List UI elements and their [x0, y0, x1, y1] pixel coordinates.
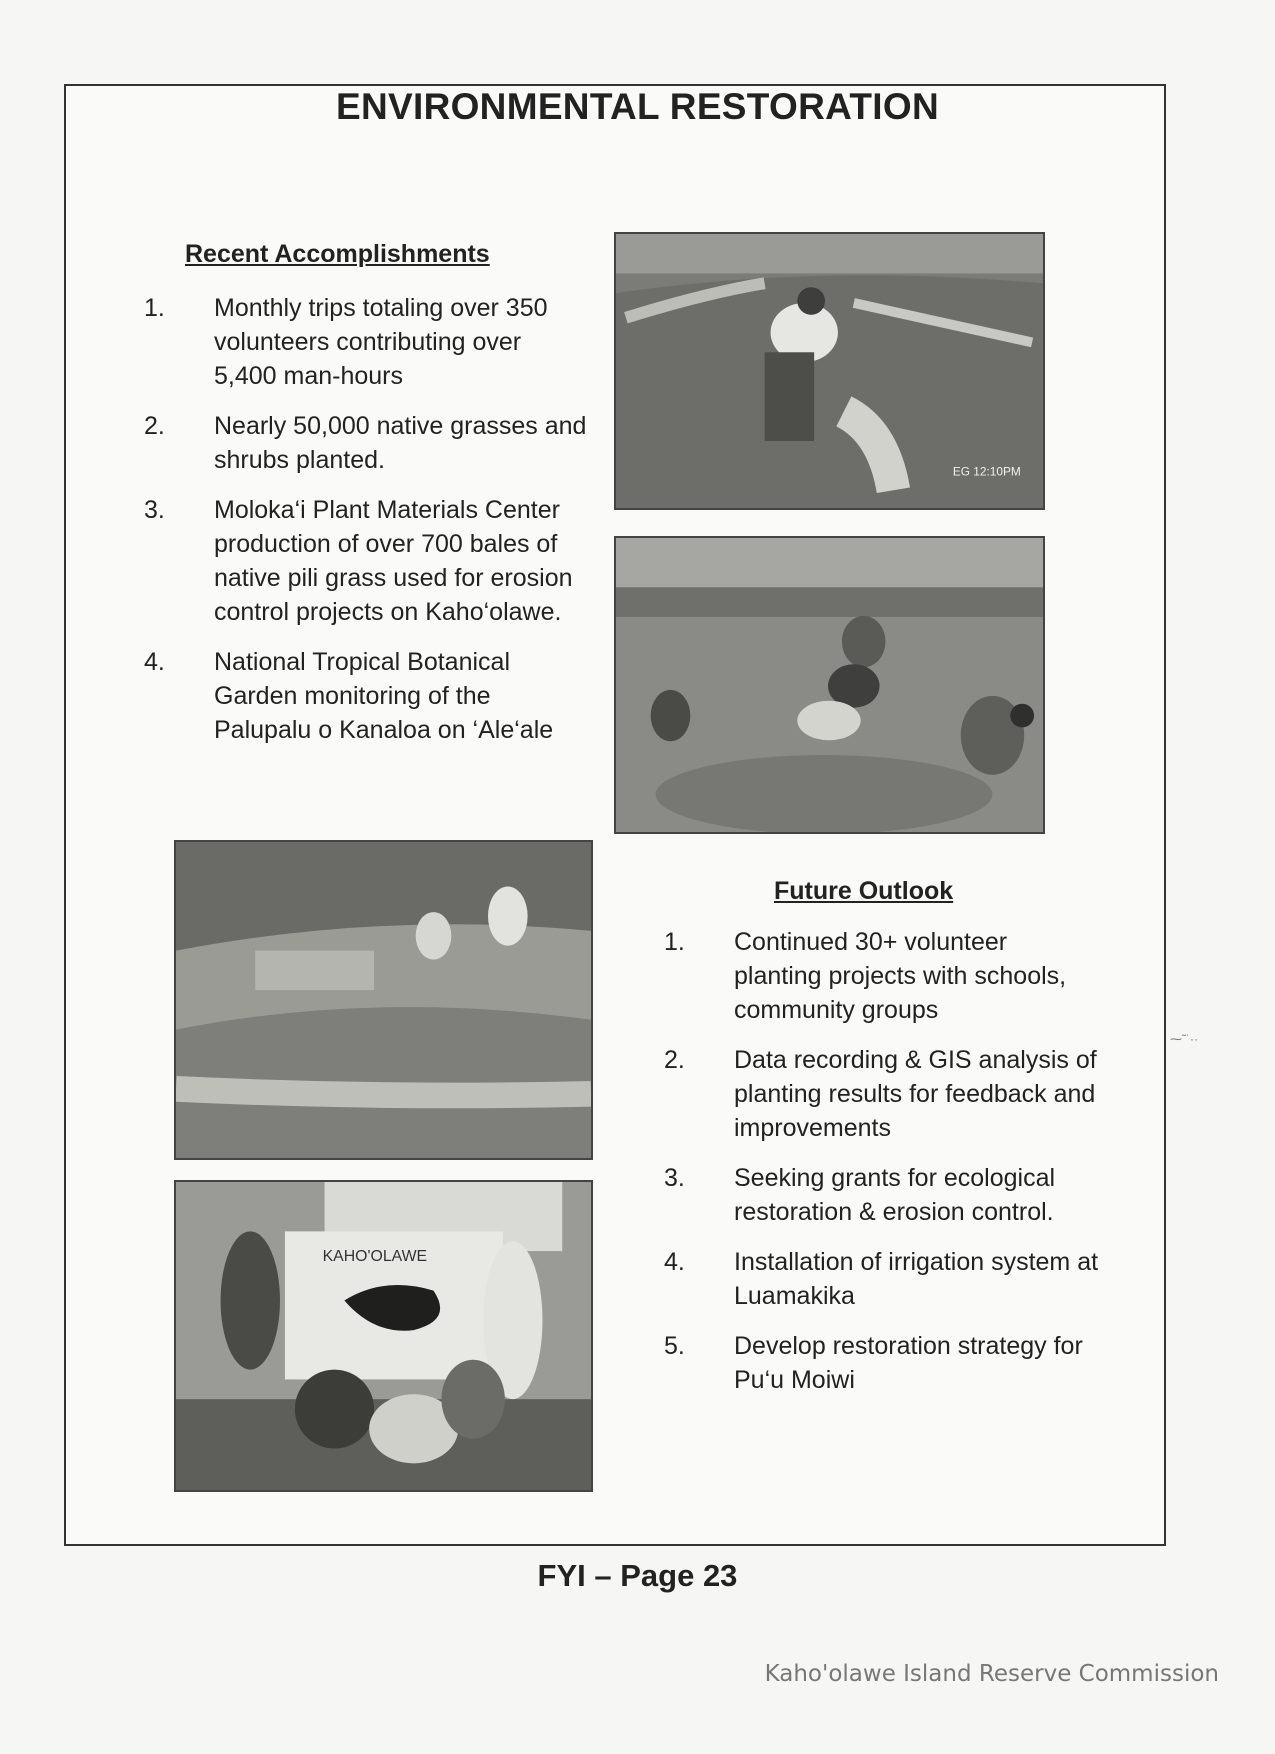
- list-number: 1.: [144, 294, 165, 322]
- list-number: 2.: [144, 412, 165, 440]
- scan-speck: ⁓˜˙··: [1170, 1032, 1198, 1046]
- accomplishments-heading: Recent Accomplishments: [185, 240, 490, 268]
- list-number: 5.: [664, 1332, 685, 1360]
- list-text: Installation of irrigation system at Luamakika: [734, 1248, 1099, 1310]
- photo-group-sign: [174, 1180, 593, 1492]
- list-item: [660, 1245, 1100, 1313]
- list-number: 2.: [664, 1046, 685, 1074]
- list-item: [660, 925, 1100, 1027]
- page-number: FYI – Page 23: [537, 1558, 738, 1593]
- footer-credit: Kaho'olawe Island Reserve Commission: [764, 1661, 1219, 1687]
- list-item: [660, 1043, 1100, 1145]
- list-text: Monthly trips totaling over 350 volunteers contributing over 5,400 man-hours: [214, 294, 548, 390]
- list-item: [140, 493, 590, 629]
- photo-hillside-bales: [174, 840, 593, 1160]
- list-text: Data recording & GIS analysis of planting results for feedback and improvements: [734, 1046, 1097, 1142]
- page-title: ENVIRONMENTAL RESTORATION: [336, 86, 939, 127]
- list-item: [660, 1161, 1100, 1229]
- list-number: 4.: [144, 648, 165, 676]
- photo-group-planting: [614, 536, 1045, 834]
- outlook-heading: Future Outlook: [774, 877, 954, 905]
- photo-sandbag-worker: [614, 232, 1045, 510]
- list-number: 3.: [144, 496, 165, 524]
- sign-text: KAHO'OLAWE: [322, 1247, 428, 1265]
- outlook-list: [660, 925, 1100, 1413]
- list-item: [660, 1329, 1100, 1397]
- list-number: 3.: [664, 1164, 685, 1192]
- list-text: National Tropical Botanical Garden monitoring of the Palupalu o Kanaloa on ‘Ale‘ale: [214, 648, 554, 744]
- list-text: Continued 30+ volunteer planting projects with schools, community groups: [734, 928, 1067, 1024]
- list-item: [140, 409, 590, 477]
- list-text: Seeking grants for ecological restoration & erosion control.: [734, 1164, 1056, 1226]
- list-text: Moloka‘i Plant Materials Center production of over 700 bales of native pili grass used for erosion control projects on Kaho‘olawe.: [214, 496, 573, 626]
- photo-timestamp: EG 12:10PM: [952, 464, 1021, 479]
- list-number: 1.: [664, 928, 685, 956]
- list-item: [140, 291, 590, 393]
- list-number: 4.: [664, 1248, 685, 1276]
- accomplishments-list: [140, 291, 590, 763]
- list-text: Develop restoration strategy for Pu‘u Moiwi: [734, 1332, 1083, 1394]
- list-text: Nearly 50,000 native grasses and shrubs planted.: [214, 412, 587, 474]
- list-item: [140, 645, 590, 747]
